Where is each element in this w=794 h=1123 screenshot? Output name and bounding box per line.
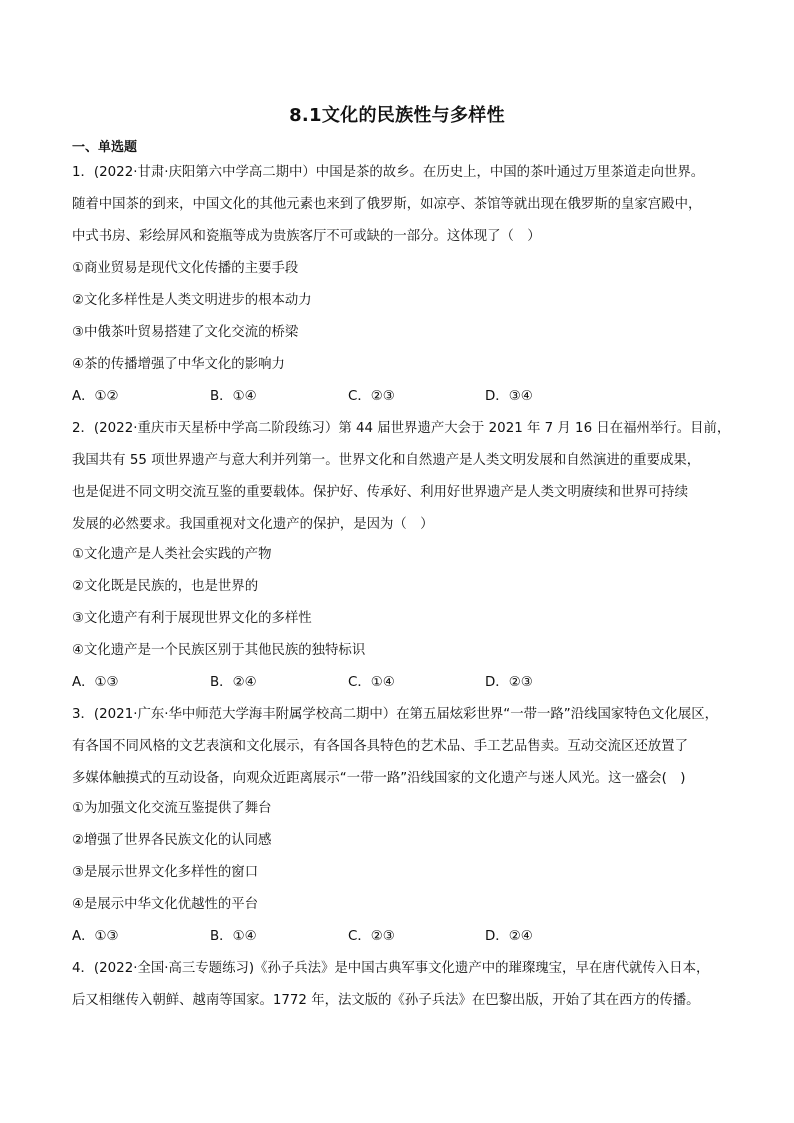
question-3-stem-line: 有各国不同风格的文艺表演和文化展示，有各国各具特色的艺术品、手工艺品售卖。互动交流区还放置了 bbox=[72, 739, 688, 754]
choice-a: A．①③ bbox=[72, 675, 119, 690]
question-1-stem-line: 1．(2022·甘肃·庆阳第六中学高二期中）中国是茶的故乡。在历史上，中国的茶叶通过万里茶道走向世界。 bbox=[72, 165, 705, 180]
choice-b: B．②④ bbox=[210, 675, 257, 690]
question-1-option: ②文化多样性是人类文明进步的根本动力 bbox=[72, 293, 312, 308]
question-2-stem-line: 发展的必然要求。我国重视对文化遗产的保护，是因为（ ） bbox=[72, 517, 434, 532]
choice-c: C．②③ bbox=[348, 929, 395, 944]
choice-d: D．②④ bbox=[485, 929, 533, 944]
question-2-choices bbox=[72, 673, 732, 693]
question-2-option: ④文化遗产是一个民族区别于其他民族的独特标识 bbox=[72, 643, 366, 658]
question-1-option: ①商业贸易是现代文化传播的主要手段 bbox=[72, 261, 299, 276]
choice-a: A．①② bbox=[72, 389, 119, 404]
question-4-stem-line: 后又相继传入朝鲜、越南等国家。1772 年，法文版的《孙子兵法》在巴黎出版，开始了其在西方的传播。 bbox=[72, 993, 700, 1008]
question-2-option: ②文化既是民族的，也是世界的 bbox=[72, 579, 259, 594]
question-3-option: ④是展示中华文化优越性的平台 bbox=[72, 897, 259, 912]
section-heading: 一、单选题 bbox=[72, 140, 138, 155]
question-3-choices bbox=[72, 927, 732, 947]
question-2-option: ③文化遗产有利于展现世界文化的多样性 bbox=[72, 611, 312, 626]
question-1-stem-line: 随着中国茶的到来，中国文化的其他元素也来到了俄罗斯，如凉亭、茶馆等就出现在俄罗斯的皇家宫殿中， bbox=[72, 197, 702, 212]
document-title: 8.1文化的民族性与多样性 bbox=[289, 105, 505, 126]
choice-b: B．①④ bbox=[210, 389, 257, 404]
question-3-stem-line: 多媒体触摸式的互动设备，向观众近距离展示“一带一路”沿线国家的文化遗产与迷人风光。这一盛会( ) bbox=[72, 771, 686, 786]
choice-b: B．①④ bbox=[210, 929, 257, 944]
question-2-stem-line: 我国共有 55 项世界遗产与意大利并列第一。世界文化和自然遗产是人类文明发展和自然演进的重要成果， bbox=[72, 453, 701, 468]
question-4-stem-line: 4．(2022·全国·高三专题练习)《孙子兵法》是中国古典军事文化遗产中的璀璨瑰宝，早在唐代就传入日本， bbox=[72, 961, 710, 976]
choice-c: C．①④ bbox=[348, 675, 395, 690]
question-3-option: ②增强了世界各民族文化的认同感 bbox=[72, 833, 272, 848]
question-3-option: ①为加强文化交流互鉴提供了舞台 bbox=[72, 801, 272, 816]
choice-c: C．②③ bbox=[348, 389, 395, 404]
question-2-option: ①文化遗产是人类社会实践的产物 bbox=[72, 547, 272, 562]
question-3-stem-line: 3．(2021·广东·华中师范大学海丰附属学校高二期中）在第五届炫彩世界“一带一路”沿线国家特色文化展区， bbox=[72, 707, 719, 722]
question-1-choices bbox=[72, 387, 732, 407]
question-1-option: ③中俄茶叶贸易搭建了文化交流的桥梁 bbox=[72, 325, 299, 340]
question-1-option: ④茶的传播增强了中华文化的影响力 bbox=[72, 357, 285, 372]
question-2-stem-line: 也是促进不同文明交流互鉴的重要载体。保护好、传承好、利用好世界遗产是人类文明赓续和世界可持续 bbox=[72, 485, 688, 500]
choice-d: D．③④ bbox=[485, 389, 533, 404]
question-1-stem-line: 中式书房、彩绘屏风和瓷瓶等成为贵族客厅不可或缺的一部分。这体现了（ ） bbox=[72, 229, 541, 244]
choice-a: A．①③ bbox=[72, 929, 119, 944]
question-3-option: ③是展示世界文化多样性的窗口 bbox=[72, 865, 259, 880]
choice-d: D．②③ bbox=[485, 675, 533, 690]
question-2-stem-line: 2．(2022·重庆市天星桥中学高二阶段练习）第 44 届世界遗产大会于 2021 年 7 月 16 日在福州举行。目前， bbox=[72, 421, 731, 436]
